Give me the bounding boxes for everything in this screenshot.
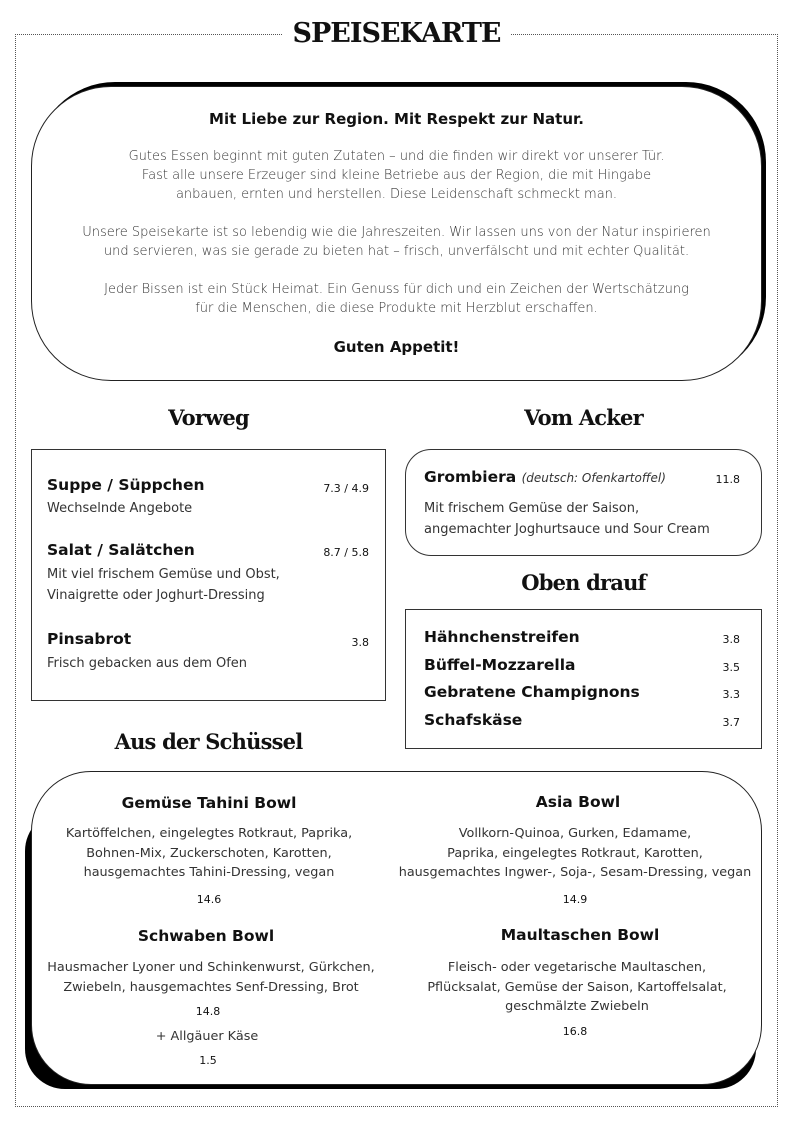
vorweg-box [31, 449, 386, 701]
bowl-extra-price: 1.5 [199, 1054, 217, 1067]
vom-acker-box [405, 449, 762, 556]
topping-name: Schafskäse [424, 711, 523, 729]
section-title-oben-drauf: Oben drauf [521, 570, 646, 595]
section-title-vom-acker: Vom Acker [524, 405, 643, 430]
vom-acker-desc: Mit frischem Gemüse der Saison, angemachter Joghurtsauce und Sour Cream [424, 501, 710, 537]
topping-name: Büffel-Mozzarella [424, 656, 576, 674]
intro-heading: Mit Liebe zur Region. Mit Respekt zur Natur. [209, 110, 584, 128]
intro-box [31, 86, 762, 381]
bowl-price: 14.6 [196, 893, 222, 906]
bowl-name: Schwaben Bowl [137, 927, 275, 945]
topping-price: 3.8 [722, 633, 740, 646]
bowl-extra: + Allgäuer Käse [155, 1029, 259, 1044]
intro-closing: Guten Appetit! [333, 338, 460, 356]
vorweg-item-name: Pinsabrot [47, 630, 132, 648]
topping-price: 3.7 [722, 716, 740, 729]
bowl-name: Maultaschen Bowl [500, 926, 660, 944]
topping-name: Hähnchenstreifen [424, 628, 580, 646]
bowl-desc: Fleisch- oder vegetarische Maultaschen, Pflücksalat, Gemüse der Saison, Kartoffelsalat, geschmälzte Zwiebeln [427, 960, 727, 1014]
intro-paragraph-1: Gutes Essen beginnt mit guten Zutaten – und die finden wir direkt vor unserer Tür. Fast alle unsere Erzeuger sind kleine Betriebe aus der Region, die mit Hingabe anbauen, ernten und herstellen. Diese Leidenschaft schmeckt man. [128, 149, 665, 202]
vorweg-item-name: Salat / Salätchen [47, 541, 195, 559]
section-title-schuessel: Aus der Schüssel [114, 729, 303, 754]
vom-acker-price: 11.8 [715, 473, 740, 486]
bowl-price: 16.8 [562, 1025, 588, 1038]
vorweg-item-desc: Frisch gebacken aus dem Ofen [47, 656, 248, 671]
vorweg-item-price: 8.7 / 5.8 [323, 546, 369, 559]
vorweg-item-desc: Wechselnde Angebote [47, 501, 193, 516]
vorweg-item-price: 7.3 / 4.9 [323, 482, 369, 495]
topping-price: 3.3 [722, 688, 740, 701]
bowl-price: 14.9 [562, 893, 588, 906]
topping-name: Gebratene Champignons [424, 683, 640, 701]
vom-acker-name: Grombiera [424, 468, 517, 486]
vorweg-item-name: Suppe / Süppchen [47, 476, 205, 494]
page-title: SPEISEKARTE [0, 18, 793, 49]
intro-paragraph-2: Unsere Speisekarte ist so lebendig wie die Jahreszeiten. Wir lassen uns von der Natur inspirieren und servieren, was sie gerade zu bieten hat – frisch, unverfälscht und mit echter Qualität. [82, 225, 711, 259]
bowl-desc: Vollkorn-Quinoa, Gurken, Edamame, Paprika, eingelegtes Rotkraut, Karotten, hausgemachtes Ingwer-, Soja-, Sesam-Dressing, vegan [398, 826, 752, 880]
bowl-desc: Kartöffelchen, eingelegtes Rotkraut, Paprika, Bohnen-Mix, Zuckerschoten, Karotten, hausgemachtes Tahini-Dressing, vegan [65, 826, 353, 880]
vorweg-item-desc: Mit viel frischem Gemüse und Obst, Vinaigrette oder Joghurt-Dressing [47, 567, 280, 603]
bowl-name: Asia Bowl [535, 793, 621, 811]
bowl-name: Gemüse Tahini Bowl [121, 794, 297, 812]
vom-acker-item [424, 468, 666, 486]
oben-drauf-box [405, 609, 762, 749]
topping-price: 3.5 [722, 661, 740, 674]
vom-acker-note: (deutsch: Ofenkartoffel) [521, 471, 666, 485]
intro-paragraph-3: Jeder Bissen ist ein Stück Heimat. Ein Genuss für dich und ein Zeichen der Wertschätzung für die Menschen, die diese Produkte mit Herzblut erschaffen. [104, 282, 689, 316]
vorweg-item-price: 3.8 [351, 636, 369, 649]
bowl-desc: Hausmacher Lyoner und Schinkenwurst, Gürkchen, Zwiebeln, hausgemachtes Senf-Dressing, Brot [47, 960, 375, 995]
bowls-box [31, 771, 762, 1085]
bowl-price: 14.8 [195, 1005, 221, 1018]
section-title-vorweg: Vorweg [168, 405, 249, 430]
